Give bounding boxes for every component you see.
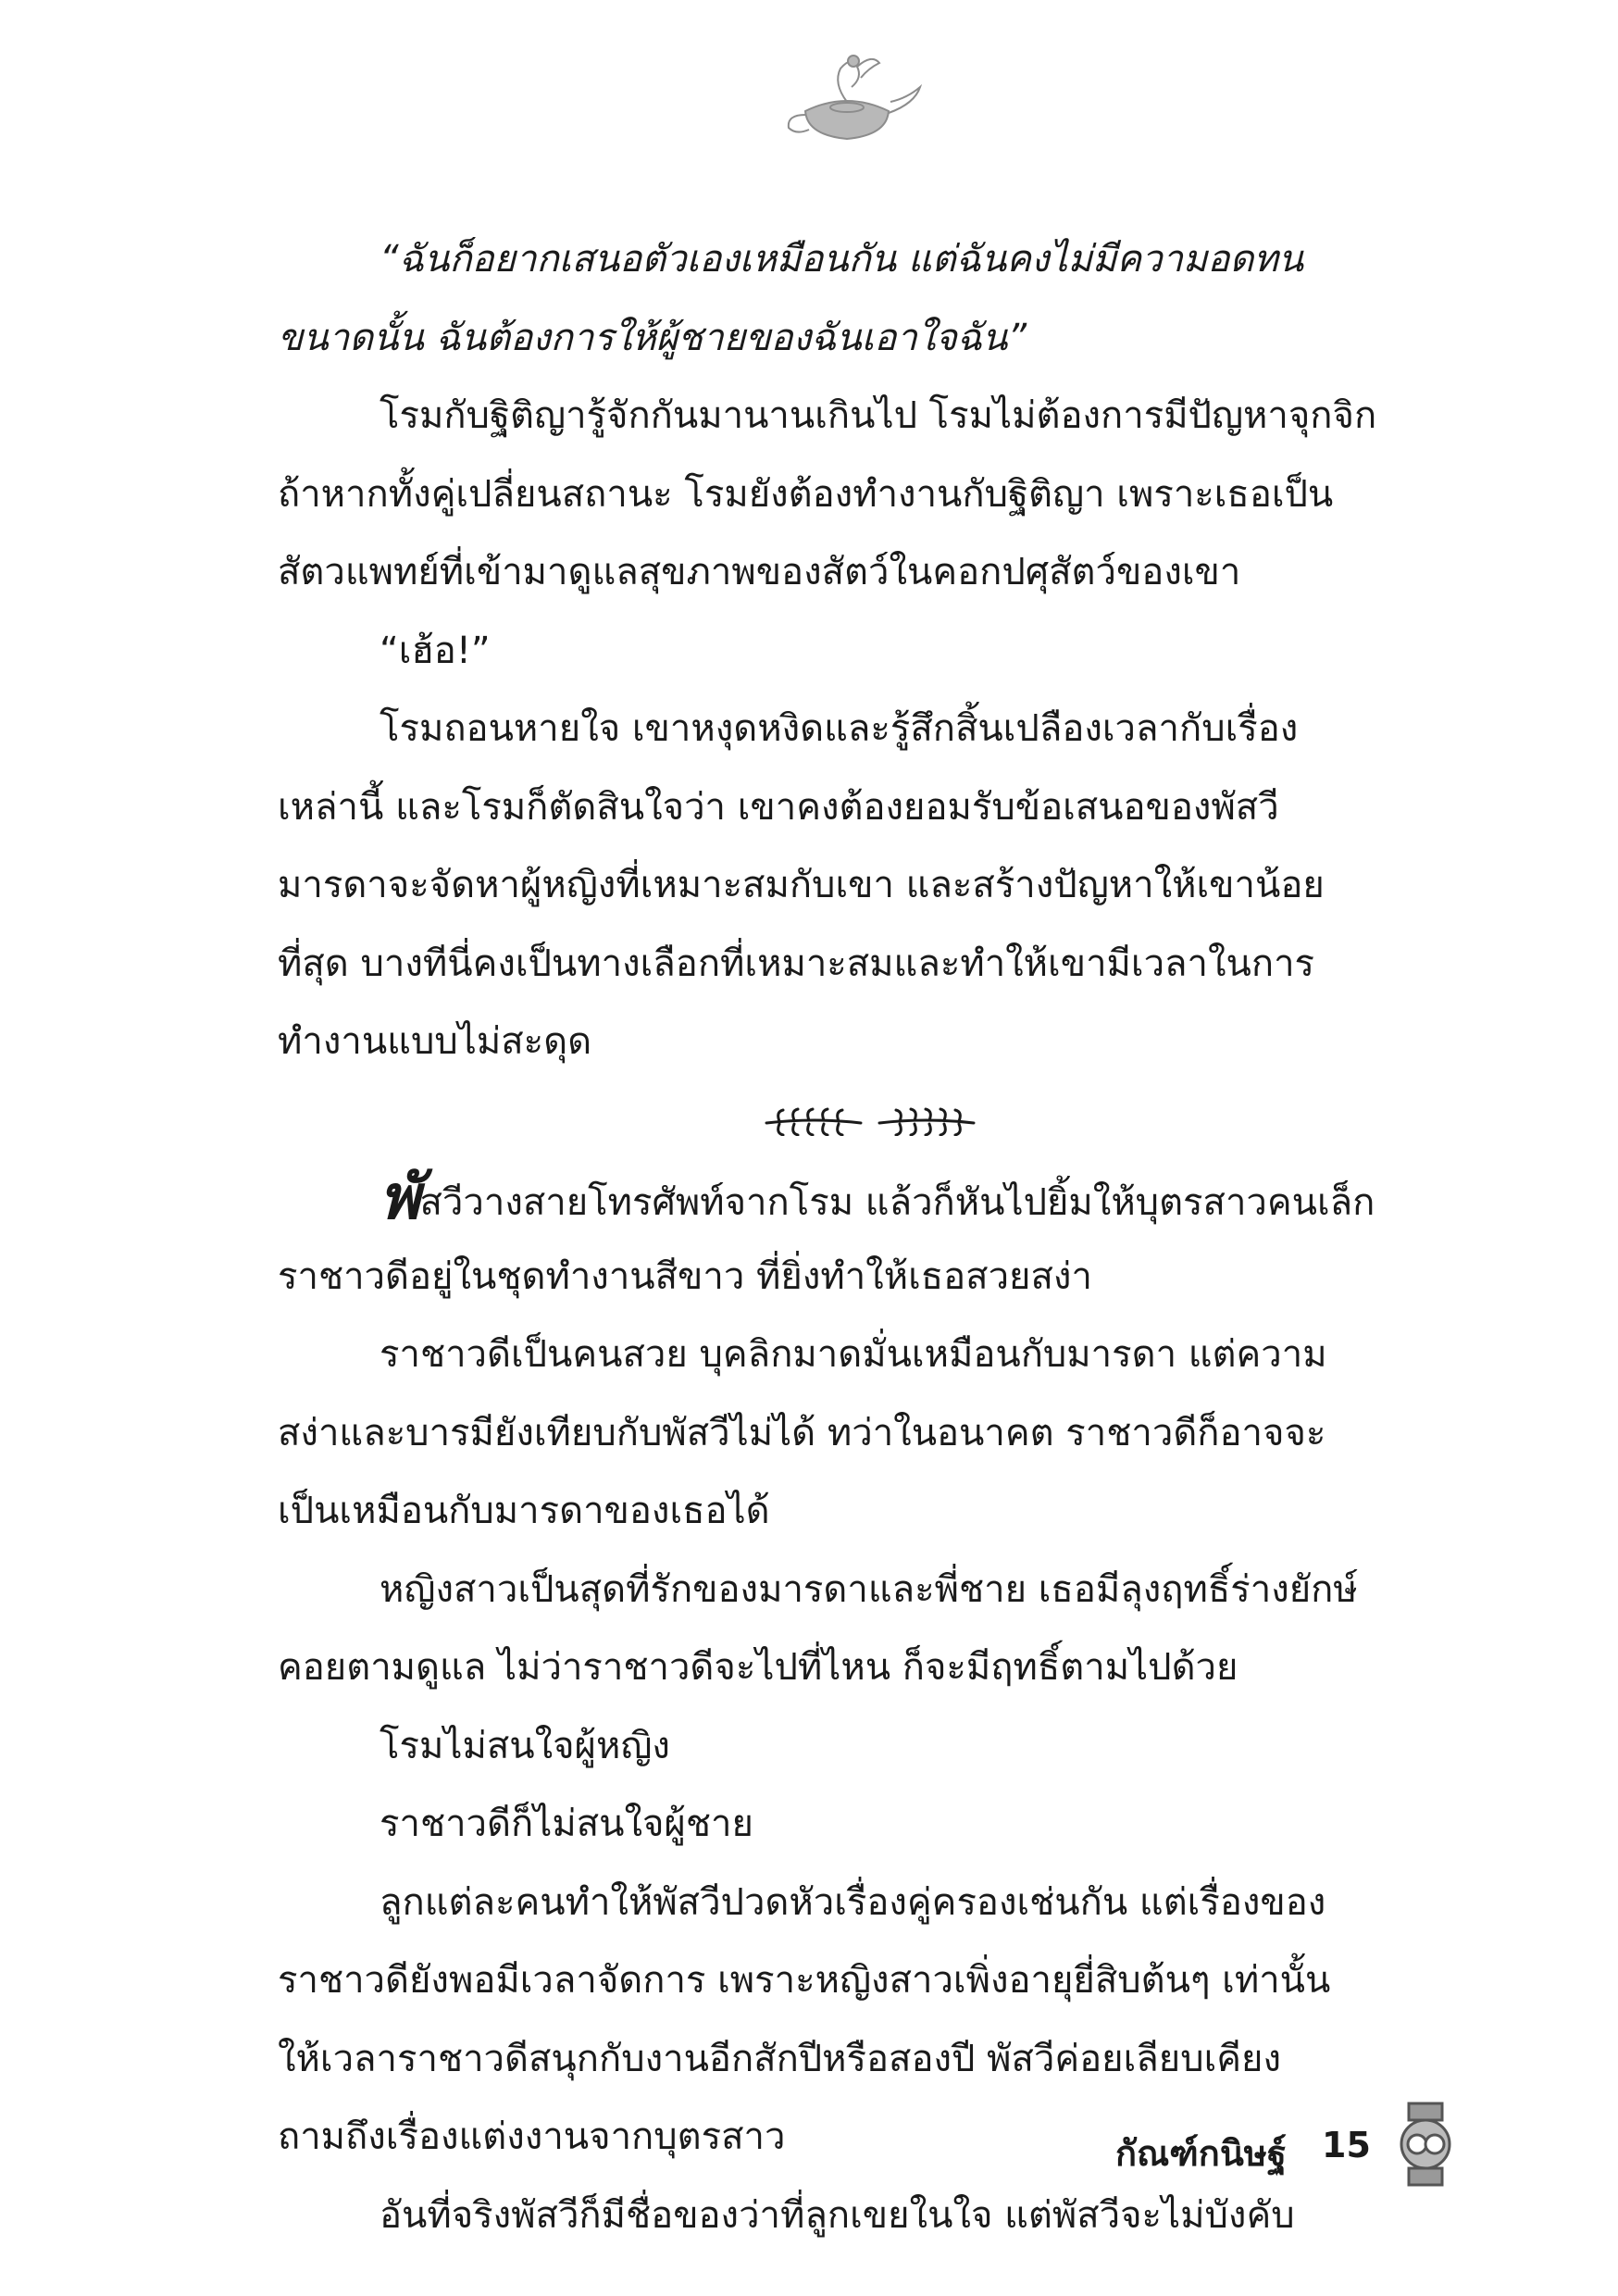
- drop-cap: พั: [380, 1162, 420, 1233]
- text-line: ราชาวดีอยู่ในชุดทำงานสีขาว ที่ยิ่งทำให้เธอสวยสง่า: [278, 1254, 1092, 1298]
- text-line: ถามถึงเรื่องแต่งงานจากบุตรสาว: [278, 2115, 786, 2158]
- text-line: ราชาวดีก็ไม่สนใจผู้ชาย: [380, 1803, 753, 1845]
- text-line: “เฮ้อ!”: [380, 629, 491, 672]
- text-line: อันที่จริงพัสวีก็มีชื่อของว่าที่ลูกเขยในใจ แต่พัสวีจะไม่บังคับ: [380, 2193, 1295, 2237]
- teapot-ornament-icon: [768, 46, 926, 148]
- text-line: สัตวแพทย์ที่เข้ามาดูแลสุขภาพของสัตว์ในคอกปศุสัตว์ของเขา: [278, 551, 1241, 593]
- text-line: โรมถอนหายใจ เขาหงุดหงิดและรู้สึกสิ้นเปลืองเวลากับเรื่อง: [380, 707, 1299, 750]
- text-line: ที่สุด บางทีนี่คงเป็นทางเลือกที่เหมาะสมและทำให้เขามีเวลาในการ: [278, 942, 1315, 985]
- text-line: คอยตามดูแล ไม่ว่าราชาวดีจะไปที่ไหน ก็จะมีฤทธิ์ตามไปด้วย: [278, 1646, 1238, 1689]
- text-line: หญิงสาวเป็นสุดที่รักของมารดาและพี่ชาย เธอมีลุงฤทธิ์ร่างยักษ์: [380, 1567, 1358, 1611]
- section-divider: [278, 1081, 1462, 1160]
- text-line: ทำงานแบบไม่สะดุด: [278, 1020, 592, 1063]
- text-line: โรมกับฐิติญารู้จักกันมานานเกินไป โรมไม่ต้องการมีปัญหาจุกจิก: [380, 394, 1377, 437]
- text-line: ราชาวดียังพอมีเวลาจัดการ เพราะหญิงสาวเพิ่งอายุยี่สิบต้นๆ เท่านั้น: [278, 1959, 1331, 2002]
- text-line: ขนาดนั้น ฉันต้องการให้ผู้ชายของฉันเอาใจฉัน”: [278, 316, 1027, 359]
- text-line: สง่าและบารมียังเทียบกับพัสวีไม่ได้ ทว่าในอนาคต ราชาวดีก็อาจจะ: [278, 1411, 1326, 1454]
- section-two-first-line: [278, 1159, 1462, 1238]
- text-line: ถ้าหากทั้งคู่เปลี่ยนสถานะ โรมยังต้องทำงานกับฐิติญา เพราะเธอเป็น: [278, 472, 1334, 516]
- book-title: กัณฑ์กนิษฐ์: [1115, 2133, 1287, 2174]
- watch-ornament-icon: [1388, 2100, 1462, 2189]
- body-text: [278, 220, 1462, 2254]
- first-line-text: สวีวางสายโทรศัพท์จากโรม แล้วก็หันไปยิ้มให้บุตรสาวคนเล็ก: [419, 1181, 1375, 1224]
- text-line: ราชาวดีเป็นคนสวย บุคลิกมาดมั่นเหมือนกับมารดา แต่ความ: [380, 1333, 1327, 1376]
- section-one: [278, 220, 1462, 1081]
- text-line: ลูกแต่ละคนทำให้พัสวีปวดหัวเรื่องคู่ครองเช่นกัน แต่เรื่องของ: [380, 1880, 1326, 1924]
- text-line: เป็นเหมือนกับมารดาของเธอได้: [278, 1490, 770, 1532]
- text-line: มารดาจะจัดหาผู้หญิงที่เหมาะสมกับเขา และสร้างปัญหาให้เขาน้อย: [278, 864, 1325, 906]
- text-line: เหล่านี้ และโรมก็ตัดสินใจว่า เขาคงต้องยอมรับข้อเสนอของพัสวี: [278, 785, 1279, 829]
- text-line: โรมไม่สนใจผู้หญิง: [380, 1724, 670, 1767]
- text-line: “ฉันก็อยากเสนอตัวเองเหมือนกัน แต่ฉันคงไม่มีความอดทน: [380, 238, 1304, 281]
- page-number: 15: [1322, 2125, 1371, 2165]
- section-two: [278, 1238, 1462, 2255]
- leaf-divider-icon: [759, 1104, 981, 1136]
- text-line: ให้เวลาราชาวดีสนุกกับงานอีกสักปีหรือสองปี พัสวีค่อยเลียบเคียง: [278, 2037, 1282, 2080]
